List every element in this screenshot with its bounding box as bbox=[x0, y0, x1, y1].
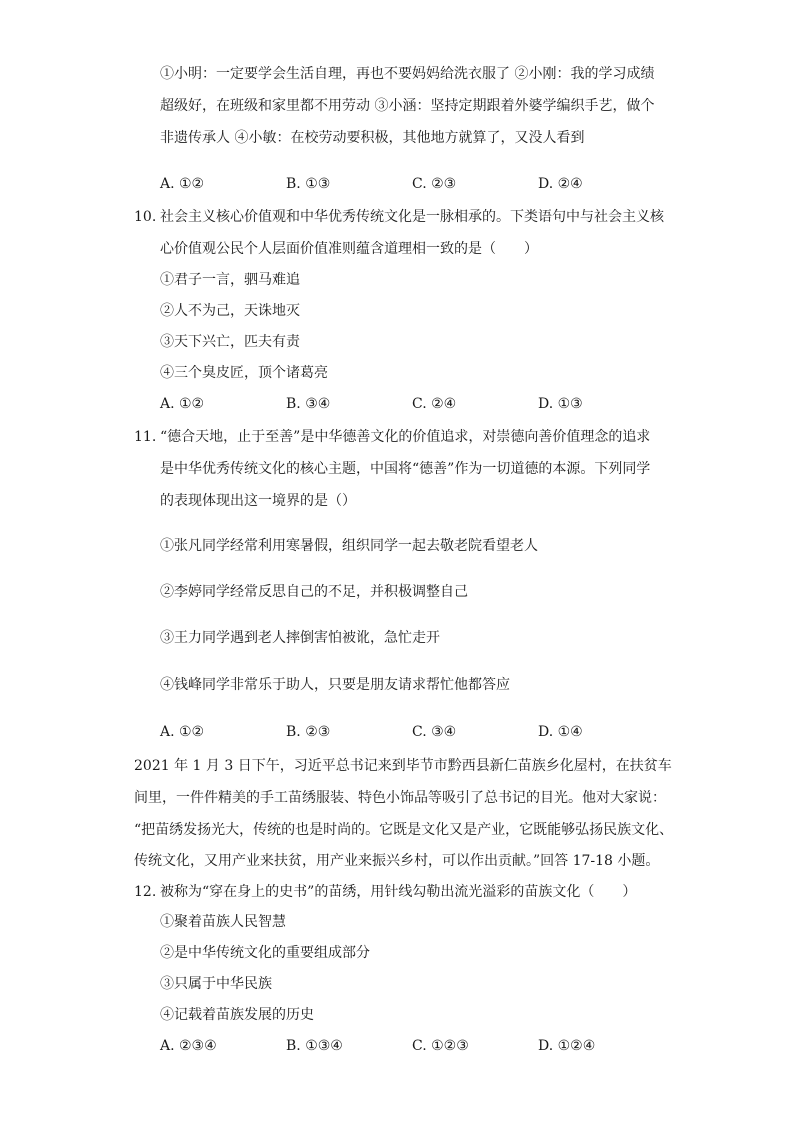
material-line-1: 2021 年 1 月 3 日下午，习近平总书记来到毕节市黔西县新仁苗族乡化屋村，在扶贫车 bbox=[134, 758, 672, 774]
material-line-4: 传统文化，又用产业来扶贫，用产业来振兴乡村，可以作出贡献。”回答 17-18 小题。 bbox=[134, 853, 660, 869]
q10-option-a: A. ①② bbox=[160, 396, 205, 412]
q11-stem-line-1: “德合天地，止于至善”是中华德善文化的价值追求，对崇德向善价值理念的追求 bbox=[160, 429, 651, 445]
q10-number: 10. bbox=[134, 209, 157, 225]
q9-option-a: A. ①② bbox=[160, 176, 205, 192]
q11-option-d: D. ①④ bbox=[538, 724, 583, 740]
q12-stem-line-1: 被称为“穿在身上的史书”的苗绣，用针线勾勒出流光溢彩的苗族文化（ ） bbox=[160, 884, 637, 900]
q9-option-b: B. ①③ bbox=[286, 176, 331, 192]
q12-option-d: D. ①②④ bbox=[538, 1038, 596, 1054]
q12-item-4: ④记载着苗族发展的历史 bbox=[160, 1007, 314, 1023]
q9-option-c: C. ②③ bbox=[412, 176, 457, 192]
q11-option-c: C. ③④ bbox=[412, 724, 457, 740]
q12-option-a: A. ②③④ bbox=[160, 1038, 217, 1054]
q12-item-2: ②是中华传统文化的重要组成部分 bbox=[160, 945, 370, 961]
q10-item-2: ②人不为己，天诛地灭 bbox=[160, 303, 300, 319]
q12-item-1: ①聚着苗族人民智慧 bbox=[160, 914, 286, 930]
q12-option-b: B. ①③④ bbox=[286, 1038, 343, 1054]
q10-item-3: ③天下兴亡，匹夫有责 bbox=[160, 334, 300, 350]
q9-option-d: D. ②④ bbox=[538, 176, 583, 192]
q11-stem-line-2: 是中华优秀传统文化的核心主题，中国将“德善”作为一切道德的本源。下列同学 bbox=[160, 461, 651, 477]
q10-item-1: ①君子一言，驷马难追 bbox=[160, 272, 300, 288]
q12-option-c: C. ①②③ bbox=[412, 1038, 469, 1054]
q9-statement-line-3: 非遗传承人 ④小敏：在校劳动要积极，其他地方就算了，又没人看到 bbox=[160, 130, 585, 146]
q11-option-b: B. ②③ bbox=[286, 724, 331, 740]
q9-statement-line-1: ①小明：一定要学会生活自理，再也不要妈妈给洗衣服了 ②小刚：我的学习成绩 bbox=[160, 66, 655, 82]
material-line-3: “把苗绣发扬光大，传统的也是时尚的。它既是文化又是产业，它既能够弘扬民族文化、 bbox=[134, 822, 674, 838]
q10-option-d: D. ①③ bbox=[538, 396, 583, 412]
q10-stem-line-2: 心价值观公民个人层面价值准则蕴含道理相一致的是（ ） bbox=[160, 241, 538, 257]
q10-stem-line-1: 社会主义核心价值观和中华优秀传统文化是一脉相承的。下类语句中与社会主义核 bbox=[160, 209, 664, 225]
q11-option-a: A. ①② bbox=[160, 724, 205, 740]
q11-item-4: ④钱峰同学非常乐于助人，只要是朋友请求帮忙他都答应 bbox=[160, 677, 510, 693]
material-line-2: 间里，一件件精美的手工苗绣服装、特色小饰品等吸引了总书记的目光。他对大家说： bbox=[134, 790, 666, 806]
q10-option-c: C. ②④ bbox=[412, 396, 457, 412]
q11-item-2: ②李婷同学经常反思自己的不足，并积极调整自己 bbox=[160, 584, 468, 600]
q12-item-3: ③只属于中华民族 bbox=[160, 976, 272, 992]
q11-stem-line-3: 的表现体现出这一境界的是（） bbox=[160, 493, 356, 509]
q11-item-3: ③王力同学遇到老人摔倒害怕被讹，急忙走开 bbox=[160, 630, 440, 646]
q11-number: 11. bbox=[134, 429, 157, 445]
q10-option-b: B. ③④ bbox=[286, 396, 331, 412]
q10-item-4: ④三个臭皮匠，顶个诸葛亮 bbox=[160, 365, 328, 381]
q9-statement-line-2: 超级好，在班级和家里都不用劳动 ③小涵：坚持定期跟着外婆学编织手艺，做个 bbox=[160, 98, 655, 114]
q11-item-1: ①张凡同学经常利用寒暑假，组织同学一起去敬老院看望老人 bbox=[160, 538, 538, 554]
q12-number: 12. bbox=[134, 884, 157, 900]
